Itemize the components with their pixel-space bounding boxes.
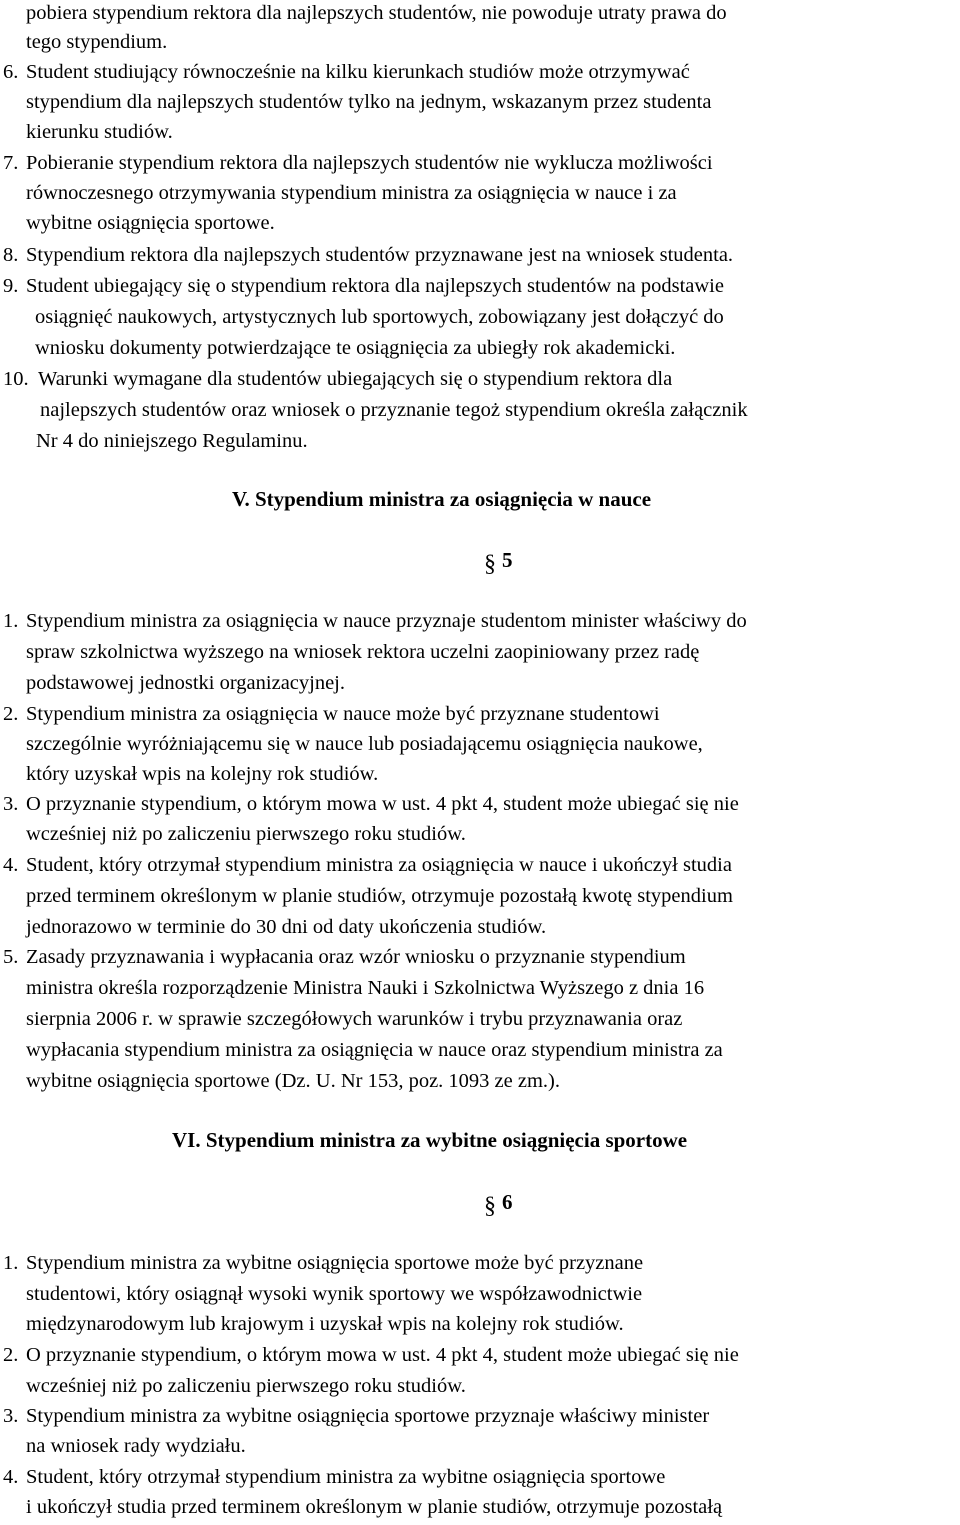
list-item-number: 10. — [3, 368, 29, 390]
list-item-line: Zasady przyznawania i wypłacania oraz wzór wniosku o przyznanie stypendium — [26, 946, 686, 968]
paragraph-line: pobiera stypendium rektora dla najlepszych studentów, nie powoduje utraty prawa do — [26, 2, 727, 24]
list-item-line: Student, który otrzymał stypendium ministra za wybitne osiągnięcia sportowe — [26, 1466, 666, 1488]
list-item-number: 3. — [3, 793, 19, 815]
paragraph-number-value: 6 — [502, 1190, 513, 1214]
list-item-line: Student, który otrzymał stypendium ministra za osiągnięcia w nauce i ukończył studia — [26, 854, 732, 876]
list-item-line: Stypendium rektora dla najlepszych studentów przyznawane jest na wniosek studenta. — [26, 244, 734, 266]
list-item-number: 2. — [3, 1344, 19, 1366]
list-item-line: wcześniej niż po zaliczeniu pierwszego roku studiów. — [26, 1375, 466, 1397]
list-item-line: ministra określa rozporządzenie Ministra Nauki i Szkolnictwa Wyższego z dnia 16 — [26, 977, 705, 999]
list-item-number: 5. — [3, 946, 19, 968]
list-item-line: i ukończył studia przed terminem określonym w planie studiów, otrzymuje pozostałą — [26, 1496, 723, 1518]
list-item-number: 2. — [3, 703, 19, 725]
section-heading: VI. Stypendium ministra za wybitne osiągnięcia sportowe — [172, 1128, 688, 1152]
list-item-line: najlepszych studentów oraz wniosek o przyznanie tegoż stypendium określa załącznik — [40, 399, 748, 421]
list-item-line: przed terminem określonym w planie studiów, otrzymuje pozostałą kwotę stypendium — [26, 885, 733, 907]
list-item-number: 6. — [3, 61, 19, 83]
list-item-line: Stypendium ministra za osiągnięcia w nauce może być przyznane studentowi — [26, 703, 660, 725]
list-item-line: Stypendium ministra za wybitne osiągnięcia sportowe przyznaje właściwy minister — [26, 1405, 710, 1427]
list-item-line: kierunku studiów. — [26, 121, 173, 143]
list-item-line: Student studiujący równocześnie na kilku kierunkach studiów może otrzymywać — [26, 61, 690, 83]
list-item-line: Pobieranie stypendium rektora dla najlepszych studentów nie wyklucza możliwości — [26, 152, 713, 174]
list-item-number: 1. — [3, 1252, 19, 1274]
paragraph-number-value: 5 — [502, 548, 513, 572]
list-item-line: wcześniej niż po zaliczeniu pierwszego roku studiów. — [26, 823, 466, 845]
list-item-line: wypłacania stypendium ministra za osiągnięcia w nauce oraz stypendium ministra za — [26, 1039, 723, 1061]
list-item-line: Stypendium ministra za wybitne osiągnięcia sportowe może być przyznane — [26, 1252, 644, 1274]
list-item-number: 8. — [3, 244, 19, 266]
list-item-number: 9. — [3, 275, 19, 297]
list-item-line: osiągnięć naukowych, artystycznych lub sportowych, zobowiązany jest dołączyć do — [35, 306, 724, 328]
paragraph-number — [484, 547, 513, 577]
list-item-number: 3. — [3, 1405, 19, 1427]
list-item-line: O przyznanie stypendium, o którym mowa w ust. 4 pkt 4, student może ubiegać się nie — [26, 1344, 739, 1366]
list-item-line: Warunki wymagane dla studentów ubiegających się o stypendium rektora dla — [38, 368, 673, 390]
list-item-line: Stypendium ministra za osiągnięcia w nauce przyznaje studentom minister właściwy do — [26, 610, 747, 632]
paragraph-number — [484, 1189, 513, 1219]
section-sign: § — [484, 551, 496, 577]
list-item-line: studentowi, który osiągnął wysoki wynik sportowy we współzawodnictwie — [26, 1283, 643, 1305]
paragraph-line: tego stypendium. — [26, 31, 168, 53]
list-item-line: który uzyskał wpis na kolejny rok studiów. — [26, 763, 379, 785]
list-item-line: podstawowej jednostki organizacyjnej. — [26, 672, 346, 694]
list-item-line: międzynarodowym lub krajowym i uzyskał wpis na kolejny rok studiów. — [26, 1313, 624, 1335]
list-item-line: równoczesnego otrzymywania stypendium ministra za osiągnięcia w nauce i za — [26, 182, 677, 204]
list-item-line: sierpnia 2006 r. w sprawie szczegółowych warunków i trybu przyznawania oraz — [26, 1008, 683, 1030]
list-item-line: spraw szkolnictwa wyższego na wniosek rektora uczelni zaopiniowany przez radę — [26, 641, 700, 663]
list-item-number: 1. — [3, 610, 19, 632]
list-item-line: Nr 4 do niniejszego Regulaminu. — [36, 430, 308, 452]
list-item-number: 7. — [3, 152, 19, 174]
section-heading: V. Stypendium ministra za osiągnięcia w nauce — [232, 487, 652, 511]
section-sign: § — [484, 1193, 496, 1219]
list-item-line: szczególnie wyróżniającemu się w nauce lub posiadającemu osiągnięcia naukowe, — [26, 733, 703, 755]
list-item-number: 4. — [3, 854, 19, 876]
list-item-line: O przyznanie stypendium, o którym mowa w ust. 4 pkt 4, student może ubiegać się nie — [26, 793, 739, 815]
list-item-number: 4. — [3, 1466, 19, 1488]
list-item-line: wniosku dokumenty potwierdzające te osiągnięcia za ubiegły rok akademicki. — [35, 337, 676, 359]
list-item-line: na wniosek rady wydziału. — [26, 1435, 246, 1457]
list-item-line: Student ubiegający się o stypendium rektora dla najlepszych studentów na podstawie — [26, 275, 724, 297]
list-item-line: jednorazowo w terminie do 30 dni od daty ukończenia studiów. — [26, 916, 547, 938]
list-item-line: wybitne osiągnięcia sportowe. — [26, 212, 275, 234]
list-item-line: stypendium dla najlepszych studentów tylko na jednym, wskazanym przez studenta — [26, 91, 712, 113]
list-item-line: wybitne osiągnięcia sportowe (Dz. U. Nr 153, poz. 1093 ze zm.). — [26, 1070, 560, 1092]
